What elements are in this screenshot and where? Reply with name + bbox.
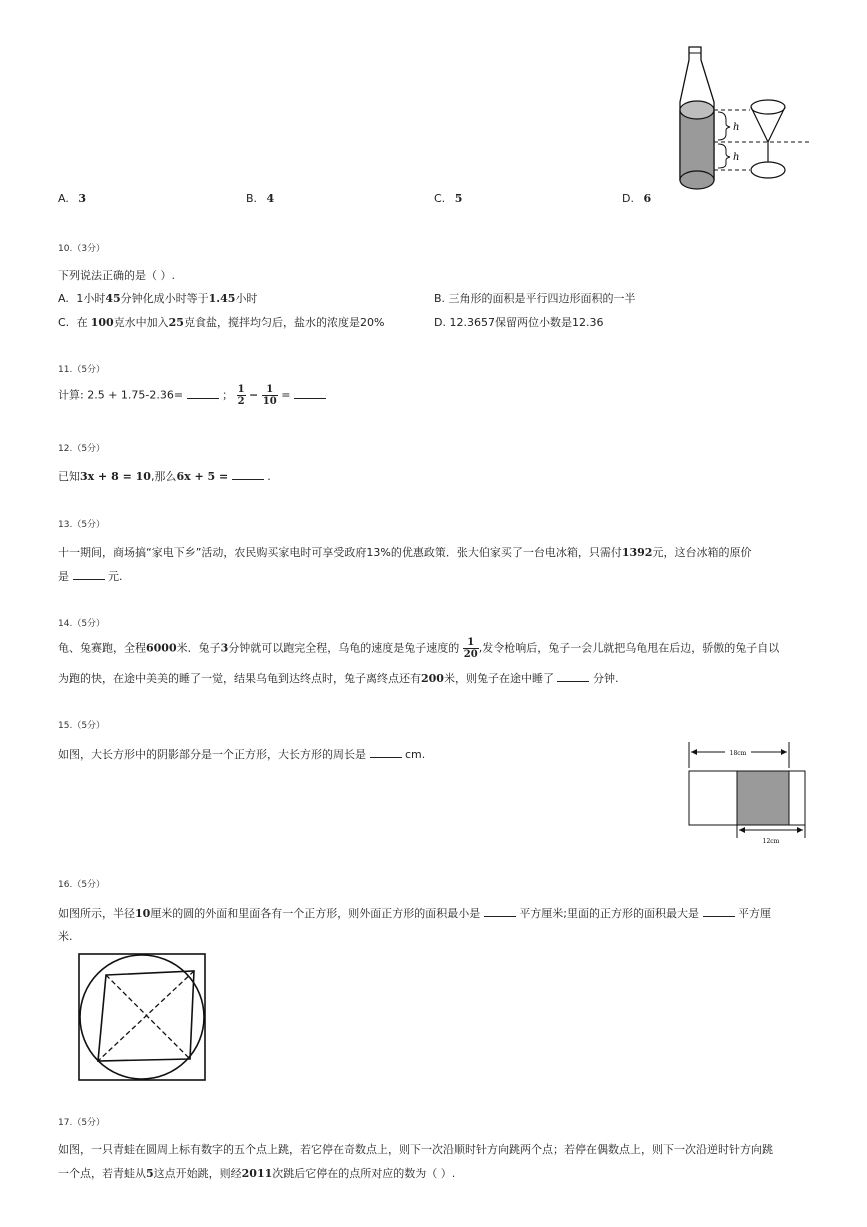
q14-line1: 龟、兔赛跑，全程6000米．兔子3分钟就可以跑完全程，乌龟的速度是兔子速度的 $\frac{1}{20}$ ,发令枪响后，兔子一会儿就把乌龟甩在后边，骄傲的兔子自以 (58, 637, 780, 660)
option-value: 3 (78, 192, 86, 205)
answer-blank[interactable] (294, 388, 326, 399)
answer-blank[interactable] (187, 388, 219, 399)
q9-option-d[interactable] (622, 192, 651, 205)
fraction-one-tenth: $\frac{1}{10}$ (262, 384, 277, 407)
q16-header: 16.（5分） (58, 880, 106, 890)
q11-text: 计算: 2.5 + 1.75-2.36= ； $\frac{1}{2}$ − $\frac{1}{10}$ = (58, 384, 326, 407)
dimension-bottom-label: 12cm (762, 838, 780, 845)
option-letter: C. (434, 192, 446, 205)
rectangle-square-figure (685, 738, 810, 848)
q10-option-c[interactable]: C. 在 100克水中加入25克食盐，搅拌均匀后，盐水的浓度是20% (58, 316, 385, 329)
q14-line2: 为跑的快，在途中美美的睡了一觉，结果乌龟到达终点时，兔子离终点还有200米，则兔子在途中睡了 分钟. (58, 672, 619, 685)
fraction-one-half: $\frac{1}{2}$ (237, 384, 245, 407)
q17-header: 17.（5分） (58, 1118, 106, 1128)
option-letter: D. (622, 192, 634, 205)
fraction-one-twentieth: $\frac{1}{20}$ (463, 637, 478, 660)
option-letter: B. (246, 192, 258, 205)
circle-squares-figure (78, 953, 208, 1083)
q10-option-b[interactable]: B. 三角形的面积是平行四边形面积的一半 (434, 292, 636, 305)
answer-blank[interactable] (73, 569, 105, 580)
q9-option-b[interactable] (246, 192, 274, 205)
answer-blank[interactable] (232, 469, 264, 480)
q15-header: 15.（5分） (58, 721, 106, 731)
q13-line2: 是 元. (58, 570, 123, 583)
q17-line2: 一个点，若青蛙从5这点开始跳，则经2011次跳后它停在的点所对应的数为（ ）. (58, 1167, 456, 1180)
q12-header: 12.（5分） (58, 444, 106, 454)
bottle-goblet-figure (670, 40, 820, 190)
answer-blank[interactable] (557, 671, 589, 682)
h-label-lower: h (733, 152, 740, 163)
q15-text: 如图，大长方形中的阴影部分是一个正方形，大长方形的周长是 cm. (58, 748, 426, 761)
answer-blank[interactable] (370, 747, 402, 758)
q11-header: 11.（5分） (58, 365, 106, 375)
q16-line2: 米. (58, 930, 73, 943)
q13-header: 13.（5分） (58, 520, 106, 530)
h-label-upper: h (733, 122, 740, 133)
dimension-top-label: 18cm (729, 750, 747, 757)
option-value: 6 (643, 192, 652, 205)
answer-blank[interactable] (484, 906, 516, 917)
q10-header: 10.（3分） (58, 244, 106, 254)
option-value: 4 (266, 192, 275, 205)
q10-option-d[interactable]: D. 12.3657保留两位小数是12.36 (434, 316, 604, 329)
option-value: 5 (454, 192, 463, 205)
option-letter: A. (58, 192, 69, 205)
q12-text: 已知3x + 8 = 10,那么6x + 5 = . (58, 470, 271, 483)
q9-option-c[interactable] (434, 192, 462, 205)
q10-option-a[interactable]: A. 1小时45分钟化成小时等于1.45小时 (58, 292, 258, 305)
q13-line1: 十一期间，商场搞“家电下乡”活动，农民购买家电时可享受政府13%的优惠政策．张大伯家买了一台电冰箱，只需付1392元，这台冰箱的原价 (58, 546, 752, 559)
answer-blank[interactable] (703, 906, 735, 917)
q14-header: 14.（5分） (58, 619, 106, 629)
q10-stem: 下列说法正确的是（ ）. (58, 269, 175, 282)
q9-option-a[interactable] (58, 192, 86, 205)
q17-line1: 如图，一只青蛙在圆周上标有数字的五个点上跳，若它停在奇数点上，则下一次沿顺时针方向跳两个点；若停在偶数点上，则下一次沿逆时针方向跳 (58, 1143, 773, 1156)
q16-line1: 如图所示，半径10厘米的圆的外面和里面各有一个正方形，则外面正方形的面积最小是 平方厘米;里面的正方形的面积最大是 平方厘 (58, 907, 772, 920)
